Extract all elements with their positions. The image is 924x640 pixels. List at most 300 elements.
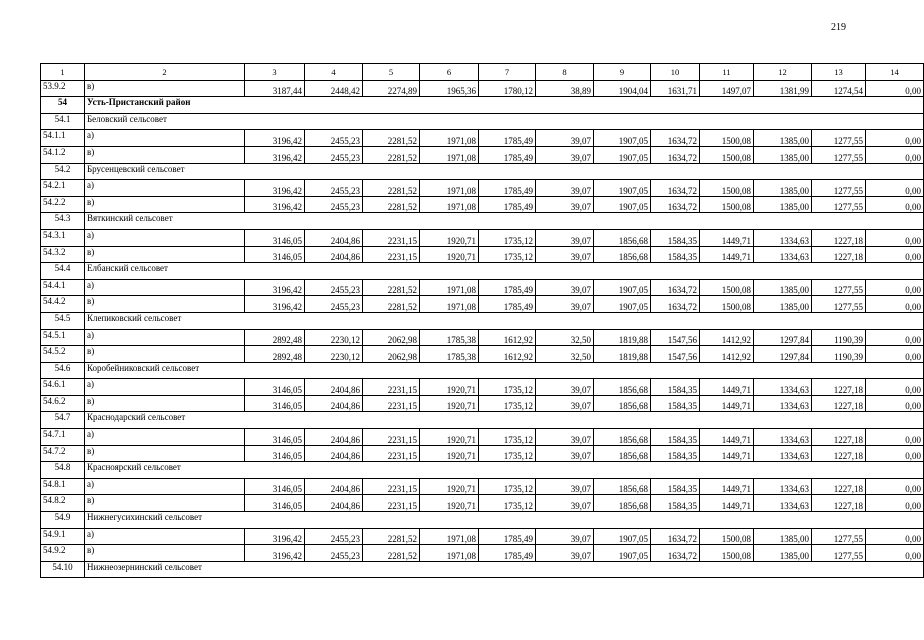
value-cell: 39,07 — [536, 445, 594, 462]
value-cell: 1819,88 — [594, 346, 651, 363]
value-cell: 1785,49 — [479, 180, 536, 197]
row-code: 54.2.2 — [41, 196, 85, 213]
table-row — [41, 346, 924, 363]
value-cell: 2455,23 — [305, 130, 363, 147]
value-cell: 2231,15 — [363, 429, 420, 446]
row-label: а) — [85, 528, 245, 545]
value-cell: 1785,49 — [479, 146, 536, 163]
section-title: Елбанский сельсовет — [85, 263, 924, 280]
value-cell: 2281,52 — [363, 296, 420, 313]
section-header-row — [41, 163, 924, 180]
section-title: Брусенцевский сельсовет — [85, 163, 924, 180]
value-cell: 1819,88 — [594, 329, 651, 346]
section-header-row — [41, 213, 924, 230]
value-cell: 39,07 — [536, 180, 594, 197]
value-cell: 0,00 — [866, 279, 924, 296]
row-code: 54.3.2 — [41, 246, 85, 263]
table-row — [41, 445, 924, 462]
value-cell: 1385,00 — [754, 279, 812, 296]
value-cell: 32,50 — [536, 346, 594, 363]
value-cell: 1500,08 — [700, 180, 754, 197]
value-cell: 1584,35 — [651, 478, 700, 495]
row-label: в) — [85, 395, 245, 412]
value-cell: 1785,49 — [479, 528, 536, 545]
value-cell: 0,00 — [866, 229, 924, 246]
table-row — [41, 495, 924, 512]
value-cell: 2455,23 — [305, 528, 363, 545]
value-cell: 1334,63 — [754, 445, 812, 462]
value-cell: 1227,18 — [812, 429, 866, 446]
value-cell: 1227,18 — [812, 445, 866, 462]
value-cell: 1449,71 — [700, 445, 754, 462]
value-cell: 1735,12 — [479, 229, 536, 246]
value-cell: 1920,71 — [420, 429, 479, 446]
value-cell: 2404,86 — [305, 229, 363, 246]
value-cell: 0,00 — [866, 528, 924, 545]
value-cell: 0,00 — [866, 196, 924, 213]
value-cell: 1277,55 — [812, 196, 866, 213]
value-cell: 1785,49 — [479, 296, 536, 313]
column-header: 7 — [479, 64, 536, 81]
value-cell: 3146,05 — [245, 429, 305, 446]
value-cell: 38,89 — [536, 80, 594, 97]
value-cell: 2892,48 — [245, 346, 305, 363]
value-cell: 0,00 — [866, 445, 924, 462]
table-row — [41, 229, 924, 246]
table-body — [41, 80, 924, 578]
column-header: 1 — [41, 64, 85, 81]
value-cell: 1190,39 — [812, 329, 866, 346]
value-cell: 1735,12 — [479, 246, 536, 263]
value-cell: 1584,35 — [651, 495, 700, 512]
section-title: Вяткинский сельсовет — [85, 213, 924, 230]
value-cell: 3146,05 — [245, 379, 305, 396]
value-cell: 1500,08 — [700, 528, 754, 545]
value-cell: 1500,08 — [700, 130, 754, 147]
value-cell: 3196,42 — [245, 180, 305, 197]
value-cell: 1971,08 — [420, 146, 479, 163]
value-cell: 1412,92 — [700, 329, 754, 346]
value-cell: 1907,05 — [594, 146, 651, 163]
row-label: а) — [85, 130, 245, 147]
row-code: 54.1.1 — [41, 130, 85, 147]
value-cell: 39,07 — [536, 478, 594, 495]
value-cell: 1277,55 — [812, 279, 866, 296]
value-cell: 39,07 — [536, 246, 594, 263]
value-cell: 0,00 — [866, 146, 924, 163]
value-cell: 1735,12 — [479, 495, 536, 512]
value-cell: 2281,52 — [363, 130, 420, 147]
table-row — [41, 528, 924, 545]
row-label: в) — [85, 545, 245, 562]
value-cell: 2455,23 — [305, 180, 363, 197]
value-cell: 2404,86 — [305, 395, 363, 412]
value-cell: 1634,72 — [651, 296, 700, 313]
column-header: 5 — [363, 64, 420, 81]
column-header: 11 — [700, 64, 754, 81]
value-cell: 1735,12 — [479, 429, 536, 446]
value-cell: 3146,05 — [245, 495, 305, 512]
row-code: 54.5 — [41, 312, 85, 329]
value-cell: 3146,05 — [245, 395, 305, 412]
value-cell: 1785,49 — [479, 279, 536, 296]
value-cell: 3196,42 — [245, 146, 305, 163]
table-row — [41, 429, 924, 446]
section-header-row — [41, 462, 924, 479]
section-header-row — [41, 512, 924, 529]
value-cell: 1971,08 — [420, 279, 479, 296]
row-label: в) — [85, 296, 245, 313]
value-cell: 1274,54 — [812, 80, 866, 97]
value-cell: 1735,12 — [479, 478, 536, 495]
table-row — [41, 196, 924, 213]
value-cell: 3196,42 — [245, 130, 305, 147]
value-cell: 1334,63 — [754, 478, 812, 495]
row-code: 54.4.1 — [41, 279, 85, 296]
row-code: 54.7.2 — [41, 445, 85, 462]
value-cell: 1297,84 — [754, 346, 812, 363]
value-cell: 2281,52 — [363, 146, 420, 163]
value-cell: 1856,68 — [594, 478, 651, 495]
value-cell: 1856,68 — [594, 429, 651, 446]
value-cell: 32,50 — [536, 329, 594, 346]
value-cell: 2404,86 — [305, 445, 363, 462]
value-cell: 1449,71 — [700, 429, 754, 446]
value-cell: 1907,05 — [594, 528, 651, 545]
value-cell: 2231,15 — [363, 478, 420, 495]
tariff-table — [40, 63, 924, 578]
value-cell: 1449,71 — [700, 229, 754, 246]
value-cell: 1227,18 — [812, 478, 866, 495]
value-cell: 1385,00 — [754, 545, 812, 562]
value-cell: 39,07 — [536, 279, 594, 296]
row-label: в) — [85, 146, 245, 163]
section-title: Краснодарский сельсовет — [85, 412, 924, 429]
value-cell: 2231,15 — [363, 229, 420, 246]
value-cell: 2455,23 — [305, 279, 363, 296]
value-cell: 1584,35 — [651, 429, 700, 446]
value-cell: 1277,55 — [812, 528, 866, 545]
value-cell: 1277,55 — [812, 130, 866, 147]
section-title: Усть-Пристанский район — [85, 97, 924, 114]
column-header: 13 — [812, 64, 866, 81]
value-cell: 1334,63 — [754, 229, 812, 246]
value-cell: 1856,68 — [594, 229, 651, 246]
value-cell: 1190,39 — [812, 346, 866, 363]
value-cell: 1449,71 — [700, 478, 754, 495]
value-cell: 1920,71 — [420, 379, 479, 396]
value-cell: 1856,68 — [594, 379, 651, 396]
value-cell: 1227,18 — [812, 395, 866, 412]
value-cell: 39,07 — [536, 429, 594, 446]
value-cell: 3196,42 — [245, 279, 305, 296]
value-cell: 2281,52 — [363, 545, 420, 562]
table-row — [41, 478, 924, 495]
value-cell: 1497,07 — [700, 80, 754, 97]
value-cell: 1500,08 — [700, 296, 754, 313]
value-cell: 1904,04 — [594, 80, 651, 97]
value-cell: 1547,56 — [651, 329, 700, 346]
value-cell: 1385,00 — [754, 528, 812, 545]
value-cell: 1385,00 — [754, 130, 812, 147]
column-header: 14 — [866, 64, 924, 81]
value-cell: 2231,15 — [363, 495, 420, 512]
value-cell: 3146,05 — [245, 229, 305, 246]
row-label: в) — [85, 246, 245, 263]
value-cell: 1634,72 — [651, 130, 700, 147]
value-cell: 1907,05 — [594, 196, 651, 213]
row-code: 54.9.2 — [41, 545, 85, 562]
value-cell: 1971,08 — [420, 545, 479, 562]
value-cell: 1907,05 — [594, 296, 651, 313]
value-cell: 2404,86 — [305, 478, 363, 495]
row-label: а) — [85, 180, 245, 197]
row-label: в) — [85, 495, 245, 512]
value-cell: 1634,72 — [651, 528, 700, 545]
value-cell: 1449,71 — [700, 495, 754, 512]
value-cell: 2404,86 — [305, 495, 363, 512]
value-cell: 2448,42 — [305, 80, 363, 97]
value-cell: 1500,08 — [700, 545, 754, 562]
value-cell: 1965,36 — [420, 80, 479, 97]
column-header: 10 — [651, 64, 700, 81]
value-cell: 1780,12 — [479, 80, 536, 97]
value-cell: 0,00 — [866, 545, 924, 562]
row-label: в) — [85, 196, 245, 213]
value-cell: 39,07 — [536, 196, 594, 213]
table-row — [41, 545, 924, 562]
value-cell: 2455,23 — [305, 296, 363, 313]
column-header-row — [41, 64, 924, 81]
value-cell: 1449,71 — [700, 379, 754, 396]
value-cell: 1227,18 — [812, 229, 866, 246]
value-cell: 3196,42 — [245, 196, 305, 213]
value-cell: 1920,71 — [420, 445, 479, 462]
column-header: 3 — [245, 64, 305, 81]
row-code: 53.9.2 — [41, 80, 85, 97]
value-cell: 1634,72 — [651, 196, 700, 213]
value-cell: 0,00 — [866, 429, 924, 446]
value-cell: 1584,35 — [651, 246, 700, 263]
value-cell: 2892,48 — [245, 329, 305, 346]
value-cell: 0,00 — [866, 395, 924, 412]
value-cell: 1334,63 — [754, 379, 812, 396]
value-cell: 1920,71 — [420, 229, 479, 246]
column-header: 6 — [420, 64, 479, 81]
value-cell: 1856,68 — [594, 246, 651, 263]
value-cell: 3146,05 — [245, 478, 305, 495]
value-cell: 39,07 — [536, 495, 594, 512]
row-code: 54.8 — [41, 462, 85, 479]
value-cell: 2404,86 — [305, 379, 363, 396]
row-code: 54.4.2 — [41, 296, 85, 313]
value-cell: 1907,05 — [594, 180, 651, 197]
value-cell: 1634,72 — [651, 545, 700, 562]
table-row — [41, 80, 924, 97]
value-cell: 2455,23 — [305, 146, 363, 163]
value-cell: 39,07 — [536, 296, 594, 313]
row-code: 54.6.1 — [41, 379, 85, 396]
value-cell: 0,00 — [866, 495, 924, 512]
row-code: 54.8.2 — [41, 495, 85, 512]
table-row — [41, 246, 924, 263]
row-code: 54.5.2 — [41, 346, 85, 363]
row-code: 54.9 — [41, 512, 85, 529]
row-label: а) — [85, 229, 245, 246]
value-cell: 1385,00 — [754, 146, 812, 163]
value-cell: 1907,05 — [594, 545, 651, 562]
row-code: 54.4 — [41, 263, 85, 280]
row-code: 54.2.1 — [41, 180, 85, 197]
column-header: 2 — [85, 64, 245, 81]
row-code: 54.1.2 — [41, 146, 85, 163]
section-title: Беловский сельсовет — [85, 113, 924, 130]
value-cell: 1920,71 — [420, 478, 479, 495]
value-cell: 1856,68 — [594, 445, 651, 462]
value-cell: 1971,08 — [420, 296, 479, 313]
value-cell: 0,00 — [866, 296, 924, 313]
value-cell: 2062,98 — [363, 329, 420, 346]
value-cell: 3196,42 — [245, 528, 305, 545]
value-cell: 0,00 — [866, 478, 924, 495]
value-cell: 1971,08 — [420, 180, 479, 197]
row-code: 54.6.2 — [41, 395, 85, 412]
value-cell: 1735,12 — [479, 445, 536, 462]
value-cell: 1856,68 — [594, 395, 651, 412]
value-cell: 1381,99 — [754, 80, 812, 97]
value-cell: 1634,72 — [651, 279, 700, 296]
value-cell: 1631,71 — [651, 80, 700, 97]
value-cell: 3187,44 — [245, 80, 305, 97]
value-cell: 1584,35 — [651, 229, 700, 246]
value-cell: 3146,05 — [245, 246, 305, 263]
value-cell: 1334,63 — [754, 429, 812, 446]
value-cell: 2231,15 — [363, 246, 420, 263]
value-cell: 1920,71 — [420, 495, 479, 512]
row-code: 54 — [41, 97, 85, 114]
table-row — [41, 379, 924, 396]
value-cell: 0,00 — [866, 246, 924, 263]
row-label: а) — [85, 478, 245, 495]
row-code: 54.3.1 — [41, 229, 85, 246]
value-cell: 1584,35 — [651, 445, 700, 462]
value-cell: 1907,05 — [594, 279, 651, 296]
value-cell: 1785,49 — [479, 130, 536, 147]
row-label: а) — [85, 429, 245, 446]
table-row — [41, 130, 924, 147]
value-cell: 1920,71 — [420, 395, 479, 412]
value-cell: 1971,08 — [420, 196, 479, 213]
section-header-row — [41, 362, 924, 379]
value-cell: 1500,08 — [700, 146, 754, 163]
value-cell: 2230,12 — [305, 346, 363, 363]
row-code: 54.10 — [41, 561, 85, 578]
value-cell: 2231,15 — [363, 379, 420, 396]
value-cell: 39,07 — [536, 229, 594, 246]
value-cell: 39,07 — [536, 130, 594, 147]
value-cell: 1449,71 — [700, 246, 754, 263]
value-cell: 1971,08 — [420, 528, 479, 545]
row-label: а) — [85, 379, 245, 396]
value-cell: 1634,72 — [651, 146, 700, 163]
value-cell: 0,00 — [866, 180, 924, 197]
row-label: в) — [85, 346, 245, 363]
value-cell: 2281,52 — [363, 279, 420, 296]
section-header-row — [41, 412, 924, 429]
value-cell: 1785,38 — [420, 346, 479, 363]
value-cell: 1334,63 — [754, 395, 812, 412]
value-cell: 1500,08 — [700, 196, 754, 213]
value-cell: 1634,72 — [651, 180, 700, 197]
value-cell: 1412,92 — [700, 346, 754, 363]
value-cell: 39,07 — [536, 395, 594, 412]
column-header: 9 — [594, 64, 651, 81]
column-header: 12 — [754, 64, 812, 81]
value-cell: 1277,55 — [812, 146, 866, 163]
value-cell: 2231,15 — [363, 395, 420, 412]
value-cell: 1785,49 — [479, 545, 536, 562]
value-cell: 1735,12 — [479, 379, 536, 396]
value-cell: 2455,23 — [305, 545, 363, 562]
value-cell: 2455,23 — [305, 196, 363, 213]
value-cell: 1971,08 — [420, 130, 479, 147]
value-cell: 39,07 — [536, 379, 594, 396]
section-title: Красноярский сельсовет — [85, 462, 924, 479]
value-cell: 2281,52 — [363, 528, 420, 545]
value-cell: 1856,68 — [594, 495, 651, 512]
row-label: в) — [85, 80, 245, 97]
section-header-row — [41, 113, 924, 130]
value-cell: 0,00 — [866, 329, 924, 346]
row-code: 54.5.1 — [41, 329, 85, 346]
value-cell: 1385,00 — [754, 180, 812, 197]
value-cell: 1907,05 — [594, 130, 651, 147]
table-row — [41, 146, 924, 163]
value-cell: 1584,35 — [651, 395, 700, 412]
column-header: 8 — [536, 64, 594, 81]
value-cell: 0,00 — [866, 346, 924, 363]
table-row — [41, 329, 924, 346]
value-cell: 0,00 — [866, 379, 924, 396]
row-code: 54.8.1 — [41, 478, 85, 495]
row-code: 54.7.1 — [41, 429, 85, 446]
column-header: 4 — [305, 64, 363, 81]
section-title: Коробейниковский сельсовет — [85, 362, 924, 379]
page-number: 219 — [831, 22, 846, 33]
value-cell: 1920,71 — [420, 246, 479, 263]
section-header-row — [41, 97, 924, 114]
value-cell: 1385,00 — [754, 296, 812, 313]
value-cell: 1334,63 — [754, 246, 812, 263]
value-cell: 2230,12 — [305, 329, 363, 346]
value-cell: 2231,15 — [363, 445, 420, 462]
value-cell: 1334,63 — [754, 495, 812, 512]
section-title: Клепиковский сельсовет — [85, 312, 924, 329]
value-cell: 3196,42 — [245, 545, 305, 562]
value-cell: 1584,35 — [651, 379, 700, 396]
row-code: 54.2 — [41, 163, 85, 180]
row-code: 54.3 — [41, 213, 85, 230]
value-cell: 1277,55 — [812, 296, 866, 313]
table-row — [41, 180, 924, 197]
value-cell: 2281,52 — [363, 196, 420, 213]
value-cell: 2404,86 — [305, 429, 363, 446]
section-header-row — [41, 561, 924, 578]
value-cell: 3146,05 — [245, 445, 305, 462]
section-header-row — [41, 263, 924, 280]
value-cell: 0,00 — [866, 130, 924, 147]
row-label: в) — [85, 445, 245, 462]
